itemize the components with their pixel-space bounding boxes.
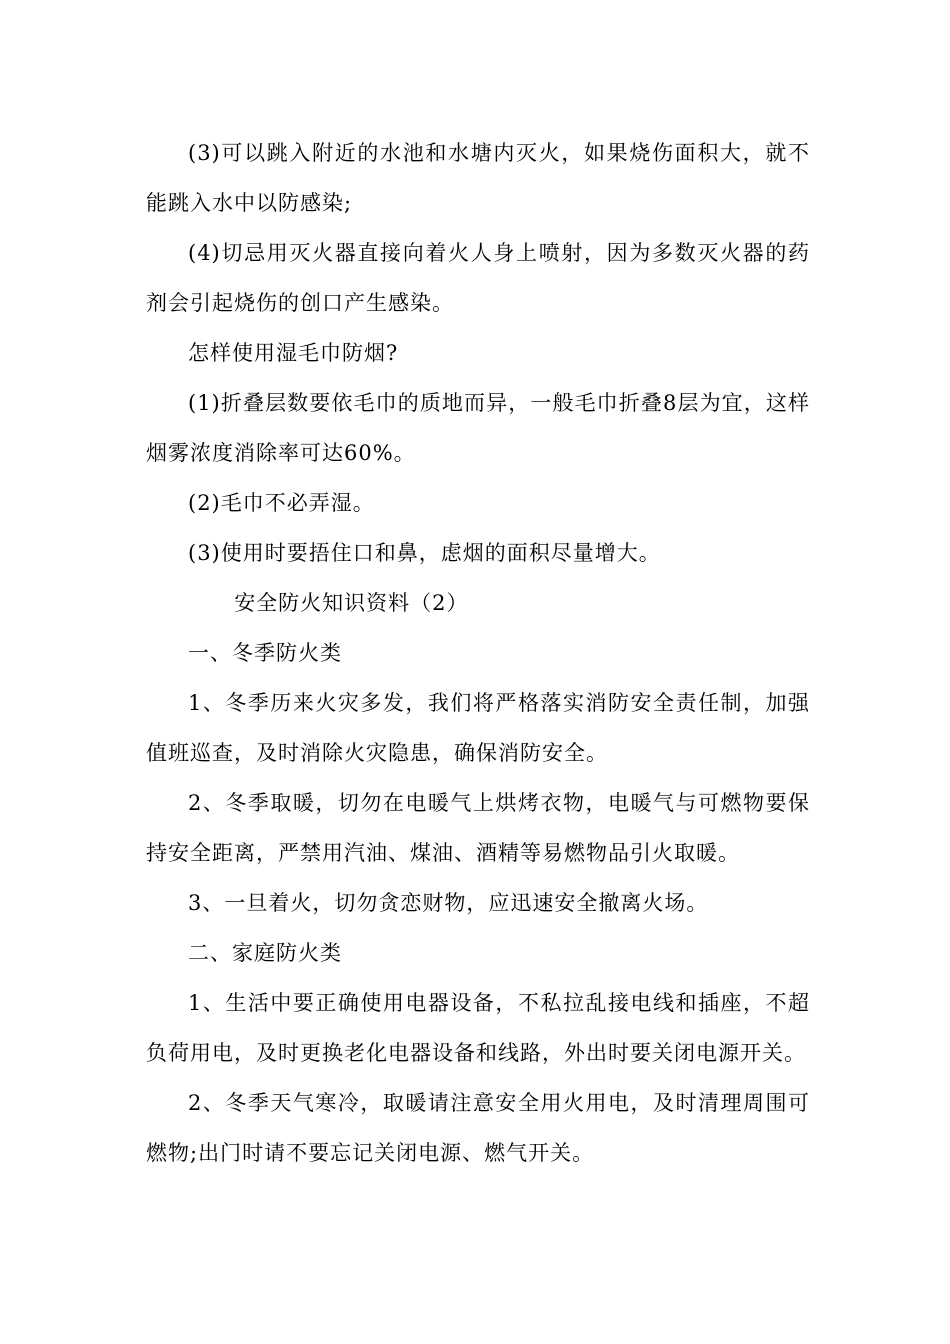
document-body [146, 128, 810, 1178]
paragraph-home-2: 2、冬季天气寒冷，取暖请注意安全用火用电，及时清理周围可燃物;出门时请不要忘记关闭电源、燃气开关。 [146, 1091, 810, 1165]
paragraph-towel-question: 怎样使用湿毛巾防烟? [188, 341, 399, 365]
paragraph-home-1: 1、生活中要正确使用电器设备，不私拉乱接电线和插座，不超负荷用电，及时更换老化电器设备和线路，外出时要关闭电源开关。 [146, 991, 810, 1065]
paragraph-towel-2: (2)毛巾不必弄湿。 [188, 491, 375, 515]
paragraph-winter-3: 3、一旦着火，切勿贪恋财物，应迅速安全撤离火场。 [188, 891, 709, 915]
heading-winter-fire: 一、冬季防火类 [188, 641, 342, 665]
paragraph-towel-3: (3)使用时要捂住口和鼻，虑烟的面积尽量增大。 [188, 541, 661, 565]
paragraph-tip-3-water: (3)可以跳入附近的水池和水塘内灭火，如果烧伤面积大，就不能跳入水中以防感染; [146, 141, 810, 215]
heading-home-fire: 二、家庭防火类 [188, 941, 342, 965]
paragraph-winter-1: 1、冬季历来火灾多发，我们将严格落实消防安全责任制，加强值班巡查，及时消除火灾隐患，确保消防安全。 [146, 691, 810, 765]
paragraph-winter-2: 2、冬季取暖，切勿在电暖气上烘烤衣物，电暖气与可燃物要保持安全距离，严禁用汽油、煤油、酒精等易燃物品引火取暖。 [146, 791, 810, 865]
section-title: 安全防火知识资料（2） [234, 591, 469, 615]
paragraph-tip-4-extinguisher: (4)切忌用灭火器直接向着火人身上喷射，因为多数灭火器的药剂会引起烧伤的创口产生感染。 [146, 241, 810, 315]
paragraph-towel-1: (1)折叠层数要依毛巾的质地而异，一般毛巾折叠8层为宜，这样烟雾浓度消除率可达60%。 [146, 391, 810, 465]
